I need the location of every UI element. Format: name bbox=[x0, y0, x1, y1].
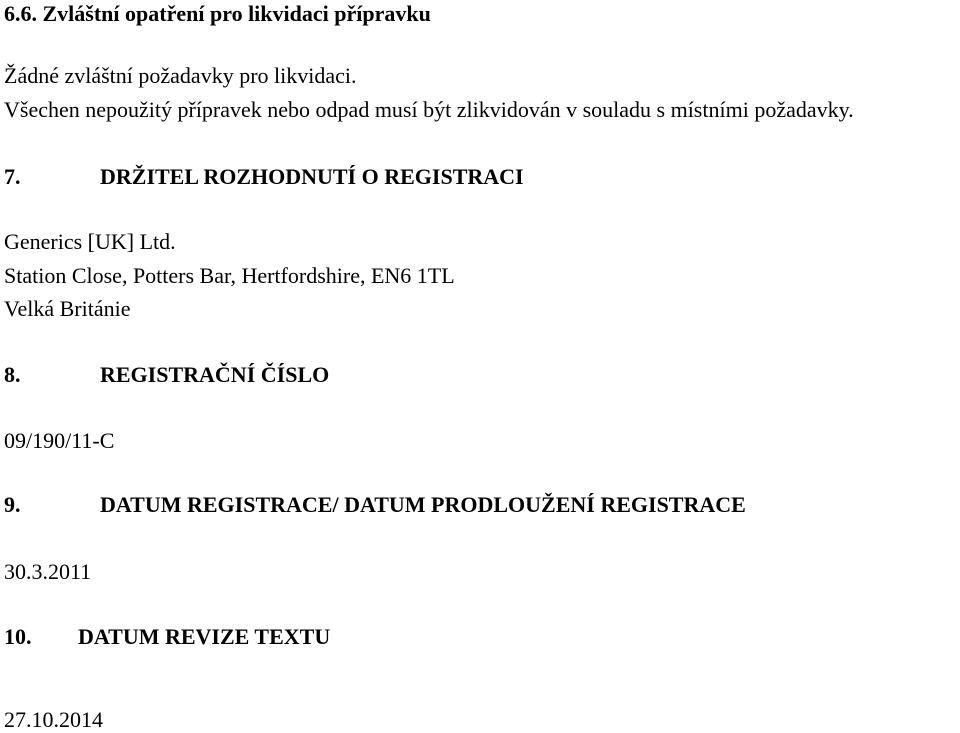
section-10-heading bbox=[4, 624, 330, 650]
revision-date: 27.10.2014 bbox=[4, 707, 103, 732]
section-7-heading bbox=[4, 164, 524, 190]
section-8-number: 8. bbox=[4, 362, 21, 387]
section-9-heading bbox=[4, 492, 746, 518]
holder-country: Velká Británie bbox=[4, 296, 131, 321]
section-6-6-heading: 6.6. Zvláštní opatření pro likvidaci přípravku bbox=[4, 1, 431, 26]
registration-date: 30.3.2011 bbox=[4, 559, 92, 584]
section-9-number: 9. bbox=[4, 492, 21, 517]
section-10-title: DATUM REVIZE TEXTU bbox=[78, 624, 331, 649]
section-9-title: DATUM REGISTRACE/ DATUM PRODLOUŽENÍ REGISTRACE bbox=[100, 492, 746, 517]
registration-number: 09/190/11-C bbox=[4, 428, 115, 453]
disposal-requirements-text: Žádné zvláštní požadavky pro likvidaci. bbox=[4, 63, 357, 88]
section-8-heading bbox=[4, 362, 329, 388]
section-7-number: 7. bbox=[4, 164, 21, 189]
holder-name: Generics [UK] Ltd. bbox=[4, 229, 176, 254]
disposal-instructions-text: Všechen nepoužitý přípravek nebo odpad musí být zlikvidován v souladu s místními požadavky. bbox=[4, 97, 854, 122]
section-8-title: REGISTRAČNÍ ČÍSLO bbox=[100, 362, 330, 387]
section-10-number: 10. bbox=[4, 624, 32, 649]
section-7-title: DRŽITEL ROZHODNUTÍ O REGISTRACI bbox=[100, 164, 524, 189]
holder-address: Station Close, Potters Bar, Hertfordshire, EN6 1TL bbox=[4, 263, 455, 288]
